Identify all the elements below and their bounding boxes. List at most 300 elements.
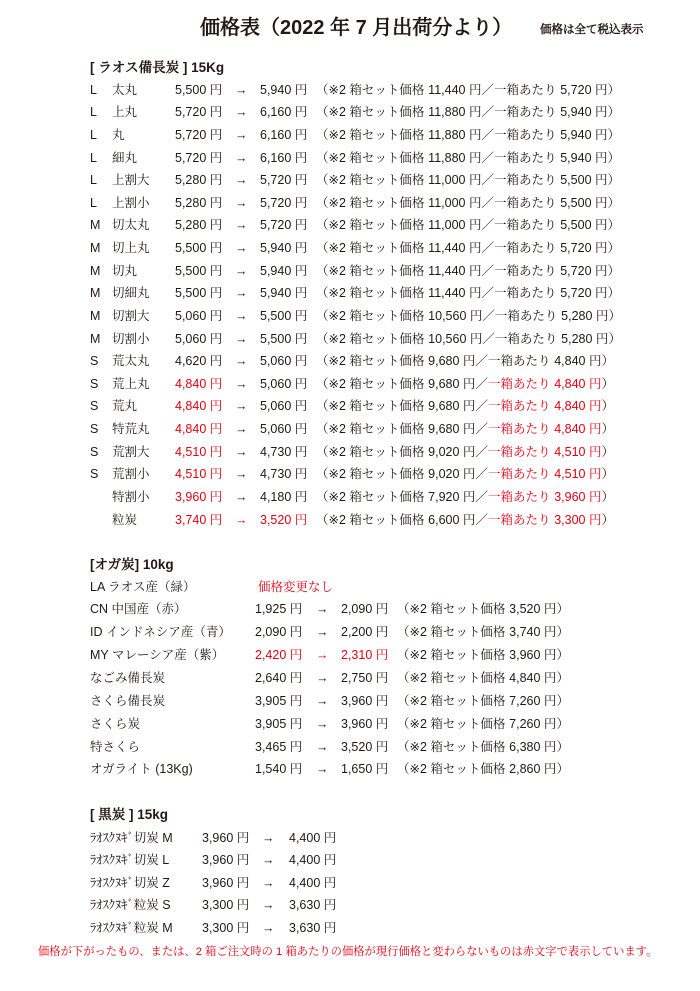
set-price-label: ※2 箱セット価格 bbox=[409, 602, 506, 617]
old-price: 5,500 円 bbox=[175, 241, 223, 256]
set-price-label: ※2 箱セット価格 bbox=[409, 625, 506, 640]
per-box-price: 5,720 円 bbox=[560, 286, 608, 301]
paren-open: （ bbox=[316, 82, 329, 97]
paren-open: （ bbox=[397, 693, 410, 708]
paren-open: （ bbox=[316, 444, 329, 459]
new-price: 5,060 円 bbox=[260, 399, 308, 414]
product-name: 切丸 bbox=[112, 263, 138, 278]
product-name: 上丸 bbox=[112, 105, 138, 120]
set-price-value: 6,600 円 bbox=[428, 512, 476, 527]
arrow-right-icon: → bbox=[316, 670, 329, 685]
paren-close: ） bbox=[601, 399, 614, 414]
set-price-value: 9,680 円 bbox=[428, 399, 476, 414]
set-price-label: ※2 箱セット価格 bbox=[328, 399, 425, 414]
set-price-value: 3,960 円 bbox=[509, 648, 557, 663]
old-price: 3,905 円 bbox=[255, 693, 303, 708]
laos-price-row bbox=[0, 237, 700, 260]
old-price: 5,500 円 bbox=[175, 82, 223, 97]
separator-slash: ／ bbox=[481, 105, 494, 120]
set-price-label: ※2 箱セット価格 bbox=[328, 422, 425, 437]
kokutan-price-row bbox=[0, 894, 700, 917]
old-price: 4,840 円 bbox=[175, 376, 223, 391]
per-box-price: 3,300 円 bbox=[554, 512, 602, 527]
set-price-note bbox=[316, 214, 620, 237]
old-price: 4,840 円 bbox=[175, 399, 223, 414]
arrow-right-icon: → bbox=[262, 853, 275, 868]
new-price: 4,400 円 bbox=[289, 875, 337, 890]
old-price: 5,720 円 bbox=[175, 105, 223, 120]
old-price: 2,640 円 bbox=[255, 670, 303, 685]
arrow-right-icon: → bbox=[235, 376, 248, 391]
set-price-label: ※2 箱セット価格 bbox=[328, 286, 425, 301]
per-box-label: 一箱あたり bbox=[494, 331, 558, 346]
arrow-right-icon: → bbox=[235, 173, 248, 188]
page-title: 価格表（2022 年 7 月出荷分より） bbox=[200, 17, 513, 39]
per-box-label: 一箱あたり bbox=[493, 241, 557, 256]
per-box-label: 一箱あたり bbox=[493, 218, 557, 233]
new-price: 3,520 円 bbox=[260, 512, 308, 527]
paren-open: （ bbox=[397, 625, 410, 640]
product-name: ﾗｵｽｸﾇｷﾞ切炭 M bbox=[90, 830, 173, 845]
laos-price-row bbox=[0, 486, 700, 509]
product-name: 切太丸 bbox=[112, 218, 150, 233]
per-box-label: 一箱あたり bbox=[493, 127, 557, 142]
separator-slash: ／ bbox=[481, 218, 494, 233]
paren-close: ） bbox=[601, 489, 614, 504]
set-price-value: 11,880 円 bbox=[428, 127, 482, 142]
oga-price-row bbox=[0, 644, 700, 667]
arrow-right-icon: → bbox=[235, 512, 248, 527]
separator-slash: ／ bbox=[481, 127, 494, 142]
separator-slash: ／ bbox=[481, 150, 494, 165]
set-price-value: 11,880 円 bbox=[428, 150, 482, 165]
set-price-value: 11,000 円 bbox=[428, 195, 482, 210]
old-price: 5,280 円 bbox=[175, 173, 223, 188]
product-name: 荒上丸 bbox=[112, 376, 150, 391]
separator-slash: ／ bbox=[475, 376, 488, 391]
paren-close: ） bbox=[556, 693, 569, 708]
set-price-label: ※2 箱セット価格 bbox=[328, 263, 425, 278]
paren-open: （ bbox=[397, 716, 410, 731]
grade-label: M bbox=[90, 331, 101, 346]
per-box-price: 5,280 円 bbox=[561, 331, 609, 346]
new-price: 5,060 円 bbox=[260, 376, 308, 391]
set-price-note bbox=[397, 690, 569, 713]
set-price-note bbox=[397, 758, 569, 781]
set-price-note bbox=[397, 736, 569, 759]
set-price-label: ※2 箱セット価格 bbox=[328, 218, 425, 233]
per-box-label: 一箱あたり bbox=[494, 308, 558, 323]
per-box-price: 5,720 円 bbox=[560, 241, 608, 256]
laos-price-row bbox=[0, 169, 700, 192]
set-price-note bbox=[316, 509, 614, 532]
per-box-price: 5,280 円 bbox=[561, 308, 609, 323]
laos-price-row bbox=[0, 282, 700, 305]
arrow-right-icon: → bbox=[235, 263, 248, 278]
product-name: 切細丸 bbox=[112, 286, 150, 301]
old-price: 4,620 円 bbox=[175, 354, 223, 369]
old-price: 2,420 円 bbox=[255, 648, 303, 663]
set-price-value: 2,860 円 bbox=[509, 762, 557, 777]
paren-open: （ bbox=[316, 286, 329, 301]
kokutan-price-row bbox=[0, 827, 700, 850]
set-price-label: ※2 箱セット価格 bbox=[409, 716, 506, 731]
old-price: 3,300 円 bbox=[202, 898, 250, 913]
new-price: 5,940 円 bbox=[260, 241, 308, 256]
product-name: 特荒丸 bbox=[112, 422, 150, 437]
set-price-value: 6,380 円 bbox=[509, 739, 557, 754]
paren-close: ） bbox=[601, 354, 614, 369]
arrow-right-icon: → bbox=[235, 241, 248, 256]
product-name: 上割大 bbox=[112, 173, 150, 188]
arrow-right-icon: → bbox=[235, 105, 248, 120]
paren-open: （ bbox=[316, 173, 329, 188]
paren-open: （ bbox=[316, 241, 329, 256]
paren-open: （ bbox=[316, 399, 329, 414]
paren-close: ） bbox=[556, 716, 569, 731]
per-box-price: 5,500 円 bbox=[560, 218, 608, 233]
per-box-price: 3,960 円 bbox=[554, 489, 602, 504]
old-price: 4,510 円 bbox=[175, 444, 223, 459]
grade-label: S bbox=[90, 376, 99, 391]
old-price: 5,500 円 bbox=[175, 286, 223, 301]
arrow-right-icon: → bbox=[235, 127, 248, 142]
set-price-value: 11,440 円 bbox=[428, 241, 482, 256]
old-price: 5,720 円 bbox=[175, 127, 223, 142]
set-price-label: ※2 箱セット価格 bbox=[328, 308, 425, 323]
grade-label: L bbox=[90, 82, 97, 97]
new-price: 3,520 円 bbox=[341, 739, 389, 754]
set-price-note bbox=[316, 350, 614, 373]
set-price-value: 7,260 円 bbox=[509, 693, 557, 708]
product-name: ﾗｵｽｸﾇｷﾞ粒炭 M bbox=[90, 921, 173, 936]
product-name: さくら炭 bbox=[90, 716, 141, 731]
new-price: 4,730 円 bbox=[260, 444, 308, 459]
product-name: MY マレーシア産（紫） bbox=[90, 648, 225, 663]
arrow-right-icon: → bbox=[235, 354, 248, 369]
per-box-price: 4,840 円 bbox=[554, 399, 602, 414]
price-status: 価格変更なし bbox=[258, 579, 334, 594]
new-price: 2,750 円 bbox=[341, 670, 389, 685]
laos-price-row bbox=[0, 260, 700, 283]
oga-price-row bbox=[0, 758, 700, 781]
arrow-right-icon: → bbox=[316, 648, 329, 663]
oga-price-row bbox=[0, 713, 700, 736]
set-price-label: ※2 箱セット価格 bbox=[328, 376, 425, 391]
set-price-value: 11,000 円 bbox=[428, 218, 482, 233]
product-name: なごみ備長炭 bbox=[90, 670, 166, 685]
grade-label: S bbox=[90, 467, 99, 482]
laos-price-row bbox=[0, 79, 700, 102]
set-price-label: ※2 箱セット価格 bbox=[328, 354, 425, 369]
separator-slash: ／ bbox=[481, 173, 494, 188]
per-box-label: 一箱あたり bbox=[487, 422, 551, 437]
set-price-label: ※2 箱セット価格 bbox=[328, 173, 425, 188]
per-box-label: 一箱あたり bbox=[487, 467, 551, 482]
arrow-right-icon: → bbox=[316, 762, 329, 777]
oga-price-row bbox=[0, 576, 700, 599]
oga-price-row bbox=[0, 621, 700, 644]
product-name: オガライト (13Kg) bbox=[90, 762, 193, 777]
grade-label: M bbox=[90, 218, 101, 233]
kokutan-price-row bbox=[0, 849, 700, 872]
set-price-note bbox=[316, 282, 620, 305]
paren-close: ） bbox=[601, 512, 614, 527]
new-price: 5,720 円 bbox=[260, 173, 308, 188]
old-price: 5,280 円 bbox=[175, 218, 223, 233]
per-box-label: 一箱あたり bbox=[487, 399, 551, 414]
per-box-price: 5,500 円 bbox=[560, 195, 608, 210]
section-header-ogatan: [オガ炭] 10kg bbox=[90, 557, 174, 572]
grade-label: S bbox=[90, 444, 99, 459]
product-name: 太丸 bbox=[112, 82, 138, 97]
set-price-note bbox=[316, 124, 620, 147]
per-box-label: 一箱あたり bbox=[493, 263, 557, 278]
set-price-label: ※2 箱セット価格 bbox=[409, 739, 506, 754]
separator-slash: ／ bbox=[481, 286, 494, 301]
per-box-price: 5,720 円 bbox=[560, 82, 608, 97]
set-price-label: ※2 箱セット価格 bbox=[328, 467, 425, 482]
oga-price-row bbox=[0, 667, 700, 690]
set-price-note bbox=[316, 395, 614, 418]
paren-close: ） bbox=[556, 602, 569, 617]
product-name: 荒太丸 bbox=[112, 354, 150, 369]
arrow-right-icon: → bbox=[235, 422, 248, 437]
per-box-label: 一箱あたり bbox=[493, 173, 557, 188]
separator-slash: ／ bbox=[475, 399, 488, 414]
set-price-label: ※2 箱セット価格 bbox=[409, 648, 506, 663]
product-name: 荒割小 bbox=[112, 467, 150, 482]
set-price-note bbox=[316, 328, 621, 351]
ogatan-price-list bbox=[0, 576, 700, 782]
paren-close: ） bbox=[601, 376, 614, 391]
grade-label: L bbox=[90, 173, 97, 188]
paren-open: （ bbox=[316, 308, 329, 323]
set-price-value: 9,020 円 bbox=[428, 444, 476, 459]
laos-price-row bbox=[0, 373, 700, 396]
new-price: 5,060 円 bbox=[260, 354, 308, 369]
laos-price-row bbox=[0, 214, 700, 237]
per-box-label: 一箱あたり bbox=[487, 354, 551, 369]
grade-label: S bbox=[90, 354, 99, 369]
paren-open: （ bbox=[397, 762, 410, 777]
paren-open: （ bbox=[397, 670, 410, 685]
set-price-label: ※2 箱セット価格 bbox=[409, 693, 506, 708]
product-name: 粒炭 bbox=[112, 512, 138, 527]
arrow-right-icon: → bbox=[235, 195, 248, 210]
section-header-laos-binchotan: [ ラオス備長炭 ] 15Kg bbox=[90, 60, 225, 75]
paren-open: （ bbox=[316, 195, 329, 210]
tax-included-note: 価格は全て税込表示 bbox=[540, 24, 644, 36]
new-price: 5,940 円 bbox=[260, 286, 308, 301]
set-price-value: 11,880 円 bbox=[428, 105, 482, 120]
set-price-label: ※2 箱セット価格 bbox=[328, 489, 425, 504]
set-price-label: ※2 箱セット価格 bbox=[328, 444, 425, 459]
set-price-value: 9,680 円 bbox=[428, 376, 476, 391]
per-box-label: 一箱あたり bbox=[493, 150, 557, 165]
separator-slash: ／ bbox=[475, 512, 488, 527]
arrow-right-icon: → bbox=[235, 444, 248, 459]
set-price-label: ※2 箱セット価格 bbox=[328, 82, 425, 97]
new-price: 3,960 円 bbox=[341, 716, 389, 731]
new-price: 2,090 円 bbox=[341, 602, 389, 617]
paren-open: （ bbox=[316, 354, 329, 369]
product-name: CN 中国産（赤） bbox=[90, 602, 187, 617]
paren-close: ） bbox=[556, 739, 569, 754]
paren-close: ） bbox=[608, 331, 621, 346]
product-name: 荒割大 bbox=[112, 444, 150, 459]
old-price: 3,300 円 bbox=[202, 921, 250, 936]
old-price: 3,960 円 bbox=[202, 875, 250, 890]
grade-label: M bbox=[90, 308, 101, 323]
set-price-note bbox=[316, 486, 614, 509]
separator-slash: ／ bbox=[481, 263, 494, 278]
new-price: 3,960 円 bbox=[341, 693, 389, 708]
arrow-right-icon: → bbox=[316, 602, 329, 617]
new-price: 4,180 円 bbox=[260, 489, 308, 504]
laos-price-row bbox=[0, 463, 700, 486]
laos-price-row bbox=[0, 305, 700, 328]
product-name: 荒丸 bbox=[112, 399, 138, 414]
set-price-label: ※2 箱セット価格 bbox=[328, 241, 425, 256]
old-price: 5,280 円 bbox=[175, 195, 223, 210]
set-price-value: 10,560 円 bbox=[428, 308, 483, 323]
old-price: 5,060 円 bbox=[175, 308, 223, 323]
paren-close: ） bbox=[608, 308, 621, 323]
set-price-note bbox=[316, 79, 620, 102]
new-price: 3,630 円 bbox=[289, 921, 337, 936]
per-box-price: 5,500 円 bbox=[560, 173, 608, 188]
set-price-note bbox=[397, 667, 569, 690]
product-name: ﾗｵｽｸﾇｷﾞ切炭 Z bbox=[90, 875, 170, 890]
set-price-value: 7,260 円 bbox=[509, 716, 557, 731]
new-price: 5,060 円 bbox=[260, 422, 308, 437]
set-price-label: ※2 箱セット価格 bbox=[328, 127, 425, 142]
product-name: ﾗｵｽｸﾇｷﾞ切炭 L bbox=[90, 853, 170, 868]
arrow-right-icon: → bbox=[235, 489, 248, 504]
per-box-label: 一箱あたり bbox=[493, 195, 557, 210]
product-name: 切割大 bbox=[112, 308, 150, 323]
new-price: 5,500 円 bbox=[260, 308, 308, 323]
paren-open: （ bbox=[316, 422, 329, 437]
new-price: 6,160 円 bbox=[260, 150, 308, 165]
paren-close: ） bbox=[556, 762, 569, 777]
laos-price-row bbox=[0, 441, 700, 464]
per-box-price: 5,720 円 bbox=[560, 263, 608, 278]
paren-close: ） bbox=[607, 82, 621, 97]
laos-price-row bbox=[0, 147, 700, 170]
old-price: 5,060 円 bbox=[175, 331, 223, 346]
grade-label: L bbox=[90, 195, 97, 210]
set-price-value: 7,920 円 bbox=[428, 489, 476, 504]
set-price-note bbox=[397, 644, 569, 667]
arrow-right-icon: → bbox=[262, 898, 275, 913]
arrow-right-icon: → bbox=[235, 218, 248, 233]
set-price-label: ※2 箱セット価格 bbox=[328, 512, 425, 527]
per-box-price: 4,840 円 bbox=[554, 354, 602, 369]
paren-close: ） bbox=[607, 150, 621, 165]
separator-slash: ／ bbox=[475, 444, 488, 459]
new-price: 5,720 円 bbox=[260, 218, 308, 233]
arrow-right-icon: → bbox=[316, 716, 329, 731]
set-price-value: 10,560 円 bbox=[428, 331, 483, 346]
paren-close: ） bbox=[556, 625, 569, 640]
separator-slash: ／ bbox=[475, 489, 488, 504]
per-box-label: 一箱あたり bbox=[487, 512, 551, 527]
set-price-label: ※2 箱セット価格 bbox=[328, 105, 425, 120]
old-price: 2,090 円 bbox=[255, 625, 303, 640]
paren-open: （ bbox=[316, 218, 329, 233]
separator-slash: ／ bbox=[481, 195, 494, 210]
kokutan-price-row bbox=[0, 917, 700, 940]
paren-open: （ bbox=[316, 263, 329, 278]
paren-open: （ bbox=[316, 150, 329, 165]
paren-close: ） bbox=[607, 173, 621, 188]
set-price-note bbox=[397, 598, 569, 621]
laos-price-row bbox=[0, 124, 700, 147]
new-price: 5,720 円 bbox=[260, 195, 308, 210]
per-box-label: 一箱あたり bbox=[487, 376, 551, 391]
new-price: 2,200 円 bbox=[341, 625, 389, 640]
set-price-value: 11,440 円 bbox=[428, 263, 482, 278]
old-price: 5,720 円 bbox=[175, 150, 223, 165]
paren-close: ） bbox=[607, 218, 621, 233]
old-price: 3,960 円 bbox=[202, 853, 250, 868]
new-price: 1,650 円 bbox=[341, 762, 389, 777]
arrow-right-icon: → bbox=[235, 467, 248, 482]
laos-price-row bbox=[0, 192, 700, 215]
separator-slash: ／ bbox=[481, 241, 494, 256]
per-box-label: 一箱あたり bbox=[493, 286, 557, 301]
set-price-note bbox=[397, 621, 569, 644]
set-price-note bbox=[316, 260, 620, 283]
paren-close: ） bbox=[607, 263, 621, 278]
paren-close: ） bbox=[601, 467, 614, 482]
old-price: 3,960 円 bbox=[202, 830, 250, 845]
set-price-note bbox=[316, 373, 614, 396]
grade-label: M bbox=[90, 286, 101, 301]
arrow-right-icon: → bbox=[316, 693, 329, 708]
arrow-right-icon: → bbox=[235, 286, 248, 301]
new-price: 5,500 円 bbox=[260, 331, 308, 346]
grade-label: L bbox=[90, 127, 97, 142]
new-price: 4,400 円 bbox=[289, 830, 337, 845]
set-price-label: ※2 箱セット価格 bbox=[409, 762, 506, 777]
per-box-label: 一箱あたり bbox=[493, 105, 557, 120]
product-name: 切割小 bbox=[112, 331, 150, 346]
red-text-explanation-note: 価格が下がったもの、または、2 箱ご注文時の 1 箱あたりの価格が現行価格と変わらないものは赤文字で表示しています。 bbox=[38, 946, 658, 958]
new-price: 6,160 円 bbox=[260, 105, 308, 120]
set-price-note bbox=[316, 441, 614, 464]
separator-slash: ／ bbox=[482, 308, 495, 323]
grade-label: M bbox=[90, 241, 101, 256]
laos-price-row bbox=[0, 350, 700, 373]
laos-binchotan-price-list bbox=[0, 79, 700, 532]
product-name: ID インドネシア産（青） bbox=[90, 625, 231, 640]
new-price: 6,160 円 bbox=[260, 127, 308, 142]
product-name: 細丸 bbox=[112, 150, 138, 165]
set-price-value: 3,520 円 bbox=[509, 602, 557, 617]
paren-open: （ bbox=[316, 467, 329, 482]
product-name: ﾗｵｽｸﾇｷﾞ粒炭 S bbox=[90, 898, 171, 913]
set-price-value: 3,740 円 bbox=[509, 625, 557, 640]
product-name: LA ラオス産（緑） bbox=[90, 579, 196, 594]
paren-open: （ bbox=[316, 105, 329, 120]
new-price: 2,310 円 bbox=[341, 648, 389, 663]
arrow-right-icon: → bbox=[262, 875, 275, 890]
product-name: さくら備長炭 bbox=[90, 693, 166, 708]
paren-open: （ bbox=[316, 376, 329, 391]
